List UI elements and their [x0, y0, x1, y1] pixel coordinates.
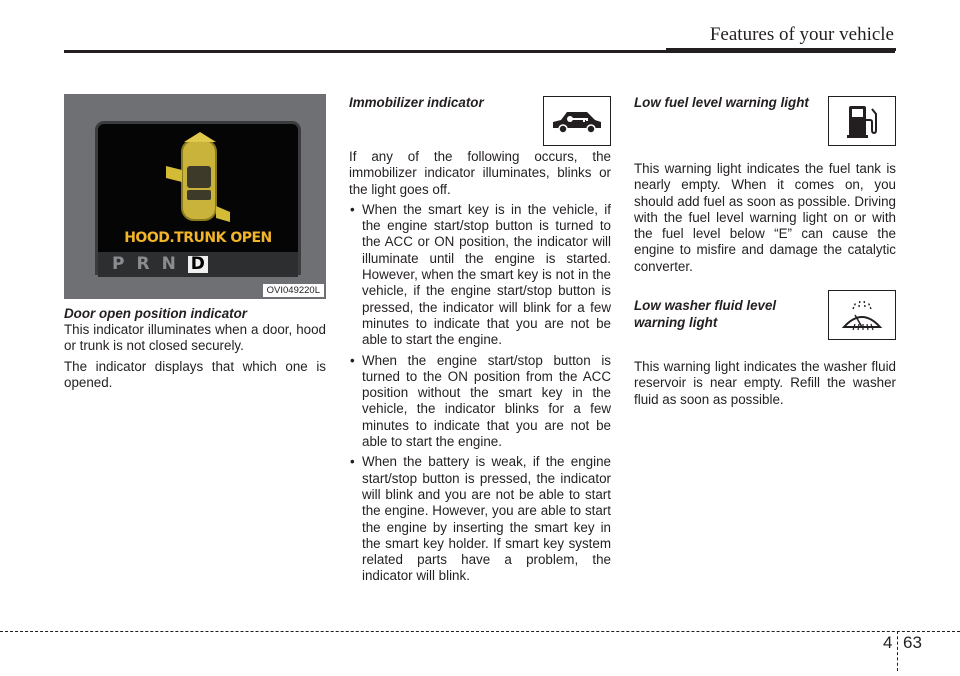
column-warning-lights: [634, 94, 896, 412]
page-number-separator: [897, 631, 898, 671]
door-indicator-heading: Door open position indicator: [64, 306, 247, 321]
header-rule: [64, 50, 895, 53]
cluster-message: HOOD.TRUNK OPEN: [124, 230, 272, 246]
gear-d-active: D: [188, 256, 208, 272]
washer-warning-text: This warning light indicates the washer fluid reservoir is near empty. Refill the washer fluid as soon as possible.: [634, 359, 896, 407]
fuel-warning-heading: Low fuel level warning light: [634, 95, 809, 110]
fuel-warning-text: This warning light indicates the fuel tank is nearly empty. When it comes on, you should add fuel as soon as possible. Driving with the fuel level warning light on or with the fuel level below “E” can cause the engine to misfire and damage the catalytic converter.: [634, 161, 896, 274]
cluster-display: [98, 124, 298, 275]
washer-fluid-icon: [839, 297, 885, 333]
column-door-indicator: [64, 94, 326, 395]
immobilizer-icon-box: [543, 96, 611, 146]
immobilizer-bullet-2: • When the engine start/stop button is turned to the ON position from the ACC position without the smart key in the vehicle, the indicator blinks for a few minutes to indicate that you are not be able to start the engine.: [349, 353, 611, 451]
page-number: 63: [903, 633, 922, 652]
door-indicator-para-2: The indicator displays that which one is opened.: [64, 358, 326, 390]
chapter-number: 4: [883, 633, 893, 652]
instrument-cluster-figure: [64, 94, 326, 299]
gear-r: R: [136, 254, 150, 275]
column-immobilizer: [349, 94, 611, 589]
car-top-view-icon: [160, 130, 236, 228]
fuel-pump-icon: [845, 102, 879, 140]
washer-icon-box: [828, 290, 896, 340]
figure-code: OVI049220L: [263, 284, 324, 297]
immobilizer-intro: If any of the following occurs, the immobilizer indicator illuminates, blinks or the light goes off.: [349, 149, 611, 197]
gear-p: P: [112, 254, 125, 275]
fuel-icon-box: [828, 96, 896, 146]
immobilizer-bullet-1: • When the smart key is in the vehicle, if the engine start/stop button is turned to the ACC or ON position, the indicator will illuminate until the engine is started. However, when the smart key is not in the vehicle, if the engine start/stop button is pressed, the indicator will blink for a few minutes to indicate that you are not be able to start the engine.: [349, 202, 611, 349]
footer-rule: [0, 631, 960, 632]
immobilizer-bullets: [349, 202, 611, 585]
gear-indicator: [98, 252, 298, 277]
washer-heading-line-2: warning light: [634, 315, 718, 331]
washer-heading-line-1: Low washer fluid level: [634, 298, 777, 314]
running-header: Features of your vehicle: [709, 24, 894, 45]
immobilizer-bullet-3: • When the battery is weak, if the engine start/stop button is pressed, the indicator will blink and you are not be able to start the engine. However, you are able to start the engine by inserting the smart key in the smart key holder. If smart key system related parts have a problem, the indicator will blink.: [349, 454, 611, 584]
gear-n: N: [161, 254, 176, 275]
immobilizer-car-key-icon: [549, 106, 605, 136]
door-indicator-para-1: This indicator illuminates when a door, hood or trunk is not closed securely.: [64, 322, 326, 354]
immobilizer-heading: Immobilizer indicator: [349, 95, 484, 110]
